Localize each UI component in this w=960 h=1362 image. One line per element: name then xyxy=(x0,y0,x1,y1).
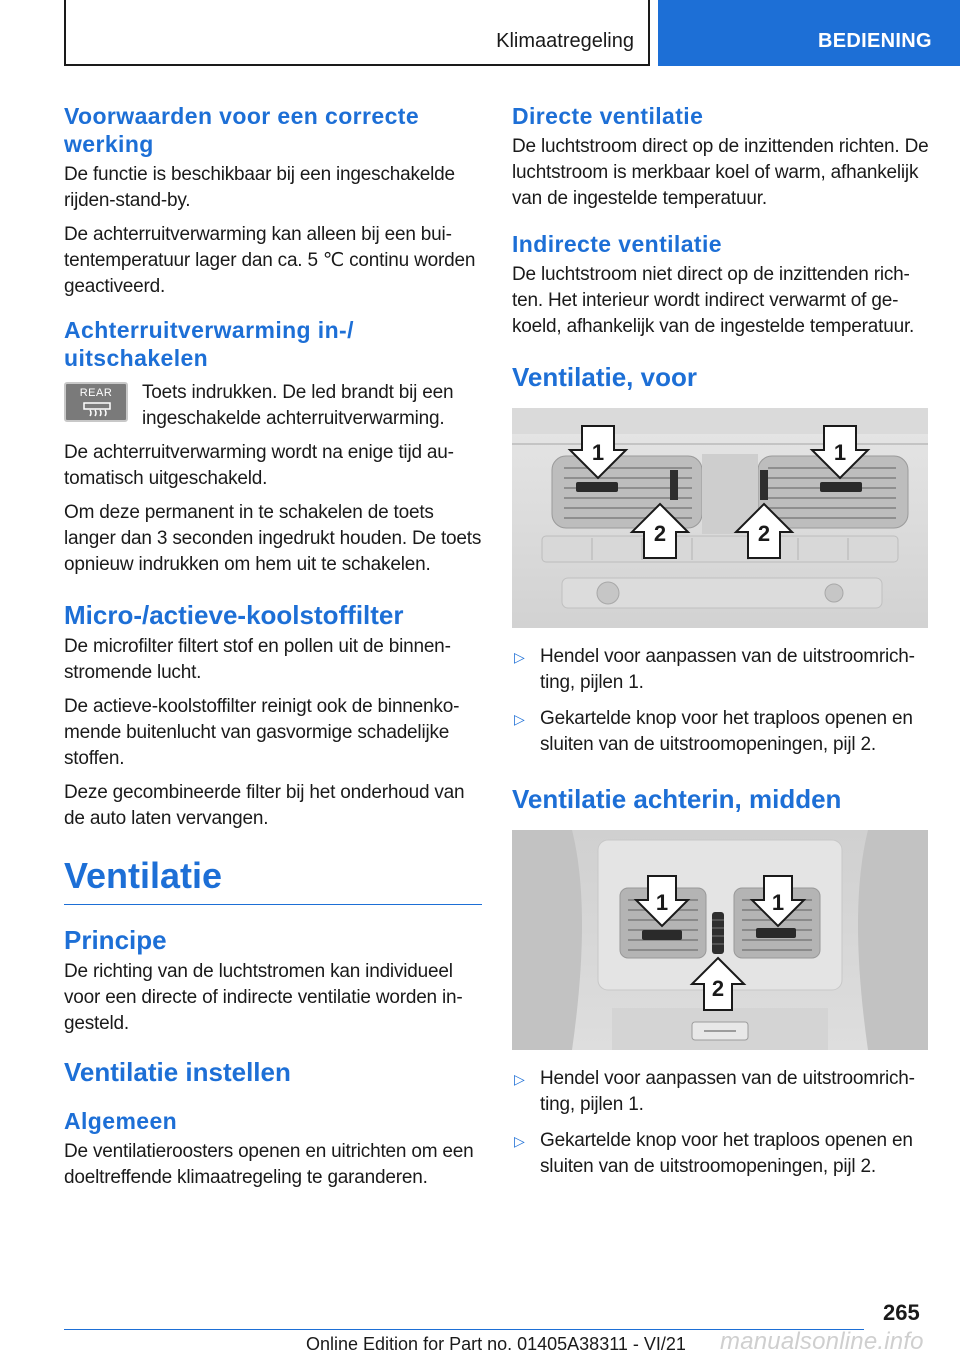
heat-waves-icon xyxy=(83,401,111,419)
edition-text: Online Edition for Part no. 01405A38311 - VI/21 xyxy=(306,1334,686,1354)
front-vents-list xyxy=(512,644,930,758)
arrow-label: 1 xyxy=(591,440,605,465)
heading-directe-ventilatie: Directe ventilatie xyxy=(512,103,704,129)
page-header xyxy=(0,0,960,66)
heading-ventilatie-achterin: Ventilatie achterin, midden xyxy=(512,784,842,814)
paragraph: De luchtstroom niet direct op de inzittenden richten. Het interieur wordt indirect verwarmt of gekoeld, afhankelijk van de ingestelde temperatuur. xyxy=(512,264,915,337)
paragraph: Deze gecombineerde filter bij het onderhoud van de auto laten vervangen. xyxy=(64,782,465,829)
left-column xyxy=(64,102,482,1199)
heading-filter: Micro-/actieve-koolstoffilter xyxy=(64,600,404,630)
paragraph: De functie is beschikbaar bij een ingeschakelde rijden-stand-by. xyxy=(64,164,455,211)
arrow-label: 2 xyxy=(757,521,771,546)
heading-ventilatie: Ventilatie xyxy=(64,854,482,905)
heading-algemeen: Algemeen xyxy=(64,1108,178,1134)
section-title: BEDIENING xyxy=(818,30,932,52)
chapter-title: Klimaatregeling xyxy=(496,30,634,52)
arrow-label: 2 xyxy=(653,521,667,546)
front-vents-photo xyxy=(512,408,928,628)
front-vents-illustration xyxy=(512,408,928,628)
list-item: ▷ Gekartelde knop voor het traploos openen en sluiten van de uitstroomopeningen, pijl 2. xyxy=(514,1130,913,1177)
rear-vents-photo xyxy=(512,830,928,1050)
page-number: 265 xyxy=(883,1300,920,1325)
rear-vents-illustration xyxy=(512,830,928,1050)
heading-principe: Principe xyxy=(64,925,167,955)
heading-voorwaarden: Voorwaarden voor een correcte werking xyxy=(64,103,420,157)
paragraph: De actieve-koolstoffilter reinigt ook de binnenkomende buitenlucht van gasvormige schadelijke stoffen. xyxy=(64,696,460,769)
arrow-label: 1 xyxy=(771,890,785,915)
list-item: ▷ Hendel voor aanpassen van de uitstroomrichting, pijlen 1. xyxy=(514,646,915,693)
arrow-label: 2 xyxy=(711,976,725,1001)
list-item: ▷ Hendel voor aanpassen van de uitstroomrichting, pijlen 1. xyxy=(514,1068,915,1115)
heading-ventilatie-voor: Ventilatie, voor xyxy=(512,362,697,392)
paragraph: De richting van de luchtstromen kan individueel voor een directe of indirecte ventilatie worden ingesteld. xyxy=(64,961,463,1034)
paragraph: De ventilatieroosters openen en uitrichten om een doeltreffende klimaatregeling te garanderen. xyxy=(64,1141,474,1188)
triangle-bullet-icon: ▷ xyxy=(514,649,525,665)
triangle-bullet-icon: ▷ xyxy=(514,1133,525,1149)
right-column xyxy=(512,102,930,1190)
paragraph: Toets indrukken. De led brandt bij een ingeschakelde achterruitverwarming. xyxy=(142,382,454,429)
watermark-text: manualsonline.info xyxy=(720,1328,924,1355)
list-item: ▷ Gekartelde knop voor het traploos openen en sluiten van de uitstroomopeningen, pijl 2. xyxy=(514,708,913,755)
arrow-label: 1 xyxy=(655,890,669,915)
arrow-label: 1 xyxy=(833,440,847,465)
paragraph: De luchtstroom direct op de inzittenden richten. De luchtstroom is merkbaar koel of warm, afhankelijk van de ingestelde temperatuur. xyxy=(512,136,929,209)
heading-achterruitverwarming: Achterruitverwarming in-/ uitschakelen xyxy=(64,317,354,371)
rear-button-row xyxy=(64,380,482,432)
rear-defrost-button-icon xyxy=(64,382,128,422)
chapter-box xyxy=(64,0,650,66)
heading-indirecte-ventilatie: Indirecte ventilatie xyxy=(512,231,722,257)
triangle-bullet-icon: ▷ xyxy=(514,711,525,727)
paragraph: De achterruitverwarming kan alleen bij een buitentemperatuur lager dan ca. 5 ℃ continu worden geactiveerd. xyxy=(64,224,476,297)
heading-ventilatie-instellen: Ventilatie instellen xyxy=(64,1057,291,1087)
triangle-bullet-icon: ▷ xyxy=(514,1071,525,1087)
paragraph: Om deze permanent in te schakelen de toets langer dan 3 seconden ingedrukt houden. De toets opnieuw indrukken om hem uit te schakelen. xyxy=(64,502,482,575)
paragraph: De microfilter filtert stof en pollen uit de binnenstromende lucht. xyxy=(64,636,451,683)
rear-button-label: REAR xyxy=(79,387,113,399)
rear-vents-list xyxy=(512,1066,930,1180)
paragraph: De achterruitverwarming wordt na enige tijd automatisch uitgeschakeld. xyxy=(64,442,454,489)
section-tab xyxy=(658,0,960,66)
